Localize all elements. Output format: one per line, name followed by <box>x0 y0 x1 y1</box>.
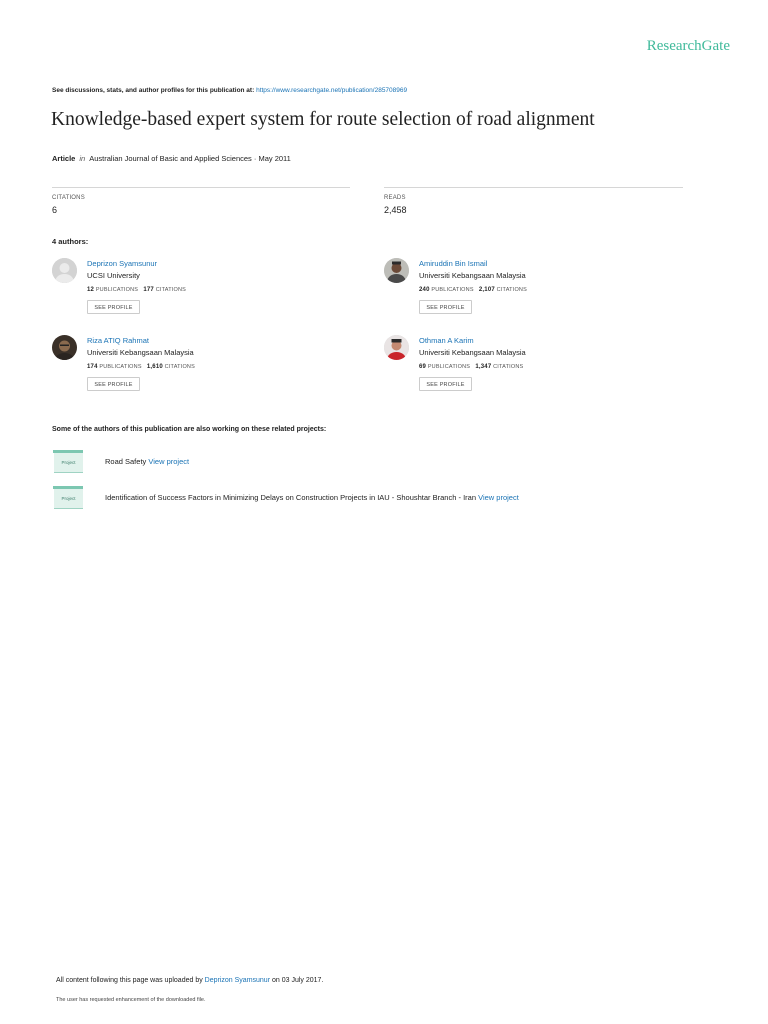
avatar[interactable] <box>384 335 409 360</box>
avatar[interactable] <box>52 258 77 283</box>
author-photo-icon <box>384 258 409 283</box>
meta-in: in <box>79 154 86 163</box>
enhancement-note: The user has requested enhancement of the downloaded file. <box>56 997 206 1003</box>
citations-divider <box>52 187 350 188</box>
citations-count: 1,347 <box>475 364 492 370</box>
reads-value: 2,458 <box>384 205 407 215</box>
citations-label: CITATIONS <box>164 364 195 370</box>
author-affiliation: Universiti Kebangsaan Malaysia <box>419 348 526 357</box>
publications-label: PUBLICATIONS <box>431 287 474 293</box>
author-name[interactable]: Amiruddin Bin Ismail <box>419 259 488 268</box>
author-affiliation: UCSI University <box>87 271 140 280</box>
avatar[interactable] <box>52 335 77 360</box>
author-affiliation: Universiti Kebangsaan Malaysia <box>87 348 194 357</box>
publication-url-link[interactable]: https://www.researchgate.net/publication/285708969 <box>256 87 408 94</box>
author-stats <box>87 364 195 370</box>
upload-notice <box>56 977 323 984</box>
author-card <box>52 258 352 328</box>
author-name[interactable]: Riza ATIQ Rahmat <box>87 336 149 345</box>
author-name[interactable]: Deprizon Syamsunur <box>87 259 158 268</box>
citations-count: 2,107 <box>478 287 495 293</box>
author-card <box>384 335 684 405</box>
citations-label: CITATIONS <box>493 364 524 370</box>
upload-prefix: All content following this page was uploaded by <box>56 977 203 984</box>
publications-count: 12 <box>87 287 95 293</box>
citations-value: 6 <box>52 205 58 215</box>
publication-type: Article <box>52 154 76 163</box>
project-icon-label: Project <box>54 453 83 473</box>
project-name: Road Safety <box>105 457 147 466</box>
project-item <box>105 457 189 466</box>
publications-label: PUBLICATIONS <box>427 364 471 370</box>
view-project-link[interactable]: View project <box>478 493 519 502</box>
author-photo-icon <box>52 335 77 360</box>
publications-label: PUBLICATIONS <box>95 287 139 293</box>
publications-count: 174 <box>87 364 98 370</box>
publications-count: 69 <box>419 364 427 370</box>
authors-label: 4 authors: <box>52 237 89 246</box>
citations-label: CITATIONS <box>52 195 85 201</box>
citations-count: 177 <box>143 287 154 293</box>
view-project-link[interactable]: View project <box>148 457 190 466</box>
author-photo-icon <box>384 335 409 360</box>
project-item <box>105 493 519 502</box>
author-name[interactable]: Othman A Karim <box>419 336 474 345</box>
reads-label: READS <box>384 195 406 201</box>
citations-label: CITATIONS <box>496 287 527 293</box>
publications-label: PUBLICATIONS <box>99 364 142 370</box>
discussion-prefix: See discussions, stats, and author profiles for this publication at: <box>52 87 255 94</box>
citations-count: 1,610 <box>146 364 163 370</box>
project-name: Identification of Success Factors in Minimizing Delays on Construction Projects in IAU - Shoushtar Branch - Iran <box>105 493 476 502</box>
researchgate-logo[interactable]: ResearchGate <box>646 38 730 54</box>
author-card <box>52 335 352 405</box>
journal-name: Australian Journal of Basic and Applied Sciences · May 2011 <box>89 154 291 163</box>
author-stats <box>87 287 186 293</box>
avatar[interactable] <box>384 258 409 283</box>
upload-date: on 03 July 2017. <box>272 977 324 984</box>
publications-count: 240 <box>419 287 430 293</box>
discussion-line <box>52 87 407 94</box>
citations-label: CITATIONS <box>155 287 187 293</box>
project-folder-icon[interactable] <box>53 486 83 508</box>
related-projects-label: Some of the authors of this publication are also working on these related projects: <box>52 426 327 433</box>
project-folder-icon[interactable] <box>53 450 83 472</box>
author-card <box>384 258 684 328</box>
author-stats <box>419 287 527 293</box>
see-profile-button[interactable]: SEE PROFILE <box>87 300 140 314</box>
publication-meta <box>52 154 291 163</box>
uploader-link[interactable]: Deprizon Syamsunur <box>204 977 271 984</box>
reads-divider <box>384 187 683 188</box>
default-avatar-icon <box>52 258 77 283</box>
project-icon-label: Project <box>54 489 83 509</box>
see-profile-button[interactable]: SEE PROFILE <box>87 377 140 391</box>
see-profile-button[interactable]: SEE PROFILE <box>419 300 472 314</box>
publication-title: Knowledge-based expert system for route selection of road alignment <box>51 109 595 130</box>
author-stats <box>419 364 523 370</box>
see-profile-button[interactable]: SEE PROFILE <box>419 377 472 391</box>
author-affiliation: Universiti Kebangsaan Malaysia <box>419 271 526 280</box>
